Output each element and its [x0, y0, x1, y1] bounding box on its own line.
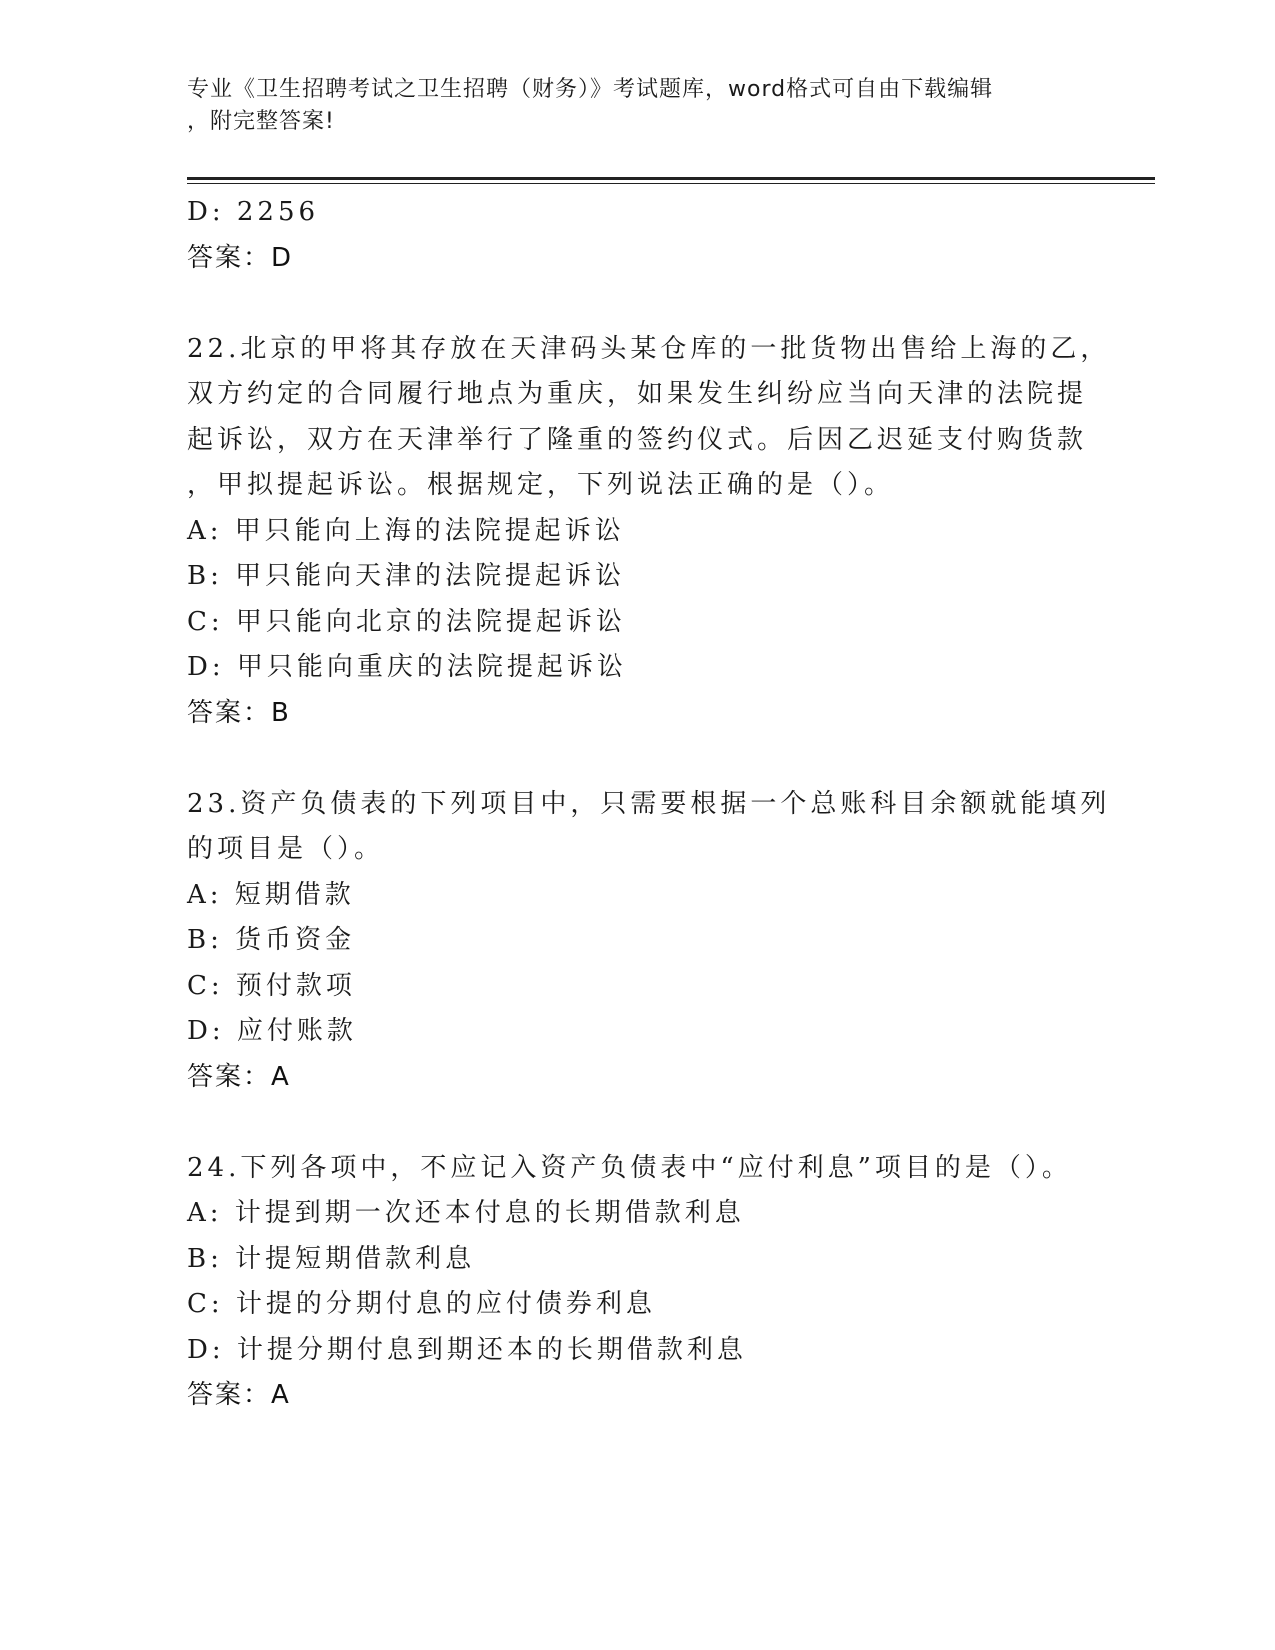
previous-question-tail	[187, 190, 1087, 281]
answer-line: 答案：B	[187, 697, 291, 728]
option-a: A: 计提到期一次还本付息的长期借款利息	[187, 1198, 745, 1228]
question-24	[187, 1146, 1087, 1419]
answer-line: 答案：A	[187, 1061, 291, 1092]
option-b: B: 甲只能向天津的法院提起诉讼	[187, 561, 626, 591]
option-c: C: 计提的分期付息的应付债券利息	[187, 1289, 656, 1319]
option-c: C: 预付款项	[187, 970, 356, 1001]
option-a: A: 甲只能向上海的法院提起诉讼	[187, 515, 625, 546]
header-line-2: ，附完整答案!	[187, 109, 335, 134]
document-header	[187, 74, 1067, 138]
option-b: B: 计提短期借款利息	[187, 1243, 476, 1274]
option-d: D: 2256	[187, 197, 320, 227]
question-text-line: 24.下列各项中，不应记入资产负债表中“应付利息”项目的是（）。	[187, 1152, 1072, 1183]
option-b: B: 货币资金	[187, 925, 356, 955]
header-line-1: 专业《卫生招聘考试之卫生招聘（财务）》考试题库，word格式可自由下载编辑	[187, 77, 994, 102]
option-d: D: 应付账款	[187, 1016, 357, 1046]
answer-line: 答案：A	[187, 1380, 291, 1410]
spacer	[187, 1100, 1087, 1146]
option-c: C: 甲只能向北京的法院提起诉讼	[187, 606, 626, 637]
header-rule-thin	[187, 183, 1155, 184]
question-text-line: 22.北京的甲将其存放在天津码头某仓库的一批货物出售给上海的乙，	[187, 333, 1111, 364]
spacer	[187, 281, 1087, 327]
question-23	[187, 782, 1111, 1101]
answer-line: 答案：D	[187, 242, 294, 273]
question-text-line: 起诉讼，双方在天津举行了隆重的签约仪式。后因乙迟延支付购货款	[187, 424, 1088, 455]
option-a: A: 短期借款	[187, 879, 355, 910]
question-text-line: 的项目是（）。	[187, 834, 385, 864]
spacer	[187, 736, 1087, 782]
question-text-line: 23.资产负债表的下列项目中，只需要根据一个总账科目余额就能填列	[187, 788, 1111, 819]
option-d: D: 甲只能向重庆的法院提起诉讼	[187, 652, 627, 682]
header-rule-thick	[187, 177, 1155, 180]
question-content	[187, 190, 1111, 1419]
question-text-line: 双方约定的合同履行地点为重庆，如果发生纠纷应当向天津的法院提	[187, 379, 1088, 409]
question-22	[187, 327, 1111, 737]
option-d: D: 计提分期付息到期还本的长期借款利息	[187, 1334, 747, 1365]
question-text-line: ，甲拟提起诉讼。根据规定，下列说法正确的是（）。	[187, 470, 895, 500]
